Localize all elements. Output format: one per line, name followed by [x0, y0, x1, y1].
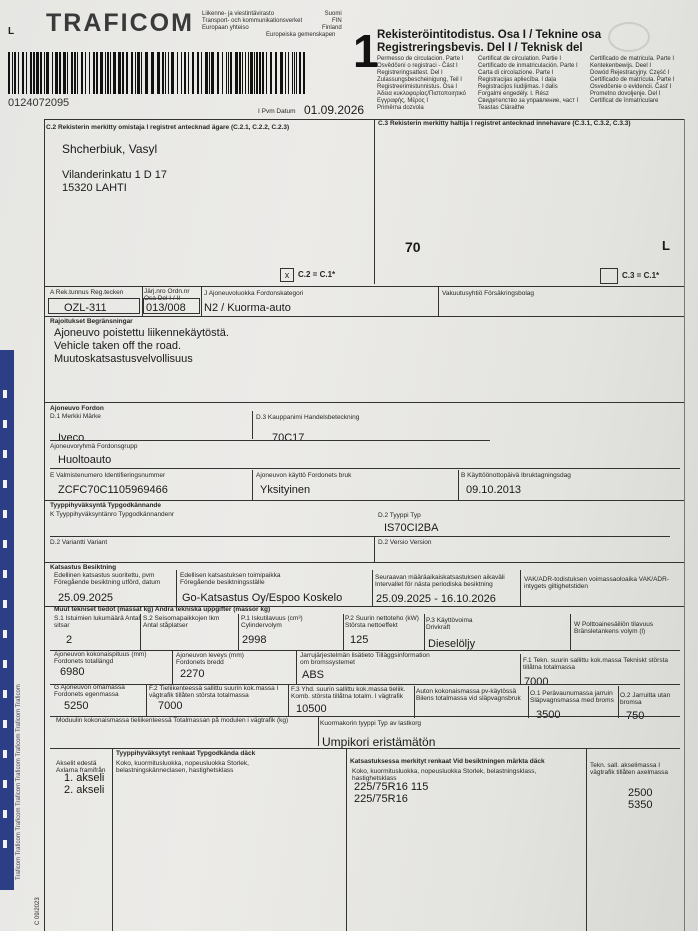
- agency-names: Liikenne- ja viestintävirasto Transport- och kommunikationsverket Europaan yhteiso: [202, 11, 303, 31]
- make-label: D.1 Merkki Märke: [50, 413, 101, 420]
- c2-equals-label: C.2 = C.1*: [298, 270, 336, 279]
- curb-mass-value: 5250: [64, 700, 89, 712]
- certificate-title: Rekisteröintitodistus. Osa I / Teknine osa Registreringsbevis. Del I / Teknisk del: [377, 29, 602, 54]
- last-inspection-label: Edellinen katsastus suoritettu, pvm Föregående besiktning utförd, datum: [54, 572, 161, 586]
- reg-tag-value: OZL-311: [64, 302, 107, 314]
- version-label: D.2 Versio Version: [378, 539, 432, 546]
- restriction-line-1: Ajoneuvo poistettu liikennekäytöstä.: [54, 327, 229, 339]
- inspection-label: Katsastus Besiktning: [50, 564, 117, 571]
- print-date-label: I Pvm Datum: [258, 108, 296, 115]
- translations-col1: Permesso de circulacion. Parte I Osvědčení o registraci - Část I Registreringsattest. Del I Zulassungsbescheinigung, Teil I Registreerimistunnistus. Osa I Άδεια κυκλοφορίας/Πιστοποιητικό Εγγραφής, Μέρος I Priměrna dozvola: [377, 56, 466, 111]
- tyre-1: 225/75R16 115: [354, 781, 429, 793]
- combo-mass-label: F.3 Yhd. suurin sallittu kok.massa tieliik. Komb. största tillåtna totalm. I vägtrafik: [291, 686, 406, 700]
- restrictions-label: Rajoitukset Begränsningar: [50, 318, 133, 325]
- category-value: N2 / Kuorma-auto: [204, 302, 291, 314]
- braked-trailer-label: O.1 Perävaunumassa jarruin Släpvagnsmassa med broms: [530, 690, 614, 704]
- tank-label: W Polttoainesäiliön tilavuus Bränsletankens volym (l): [574, 621, 654, 635]
- c2-equals-checkbox: x: [280, 268, 294, 282]
- next-inspection-value: 25.09.2025 - 16.10.2026: [376, 593, 496, 605]
- c2-label: C.2 Rekisterin merkitty omistaja I registret antecknad ägare (C.2.1, C.2.2, C.2.3): [46, 124, 290, 131]
- axles-label: Akselit edestä Axlarna framifrån: [56, 760, 106, 774]
- vak-label: VAK/ADR-todistuksen voimassaoloaika VAK/ADR-intygets giltighetstiden: [524, 576, 669, 590]
- side-security-text: Traficom Traficom Traficom Traficom Traficom Traficom Traficom Traficom: [16, 684, 22, 880]
- curb-mass-label: G Ajoneuvon omamassa Fordonets egenmassa: [54, 684, 125, 698]
- combo-mass-value: 10500: [296, 703, 327, 715]
- owner-name: Shcherbiuk, Vasyl: [62, 142, 158, 156]
- stamp-letter: L: [662, 238, 670, 253]
- restriction-line-3: Muutoskatsastusvelvollisuus: [54, 353, 193, 365]
- next-inspection-label: Seuraavan määräaikaiskatsastuksen aikaväli Intervallet för nästa periodiska besiktning: [375, 574, 505, 588]
- braked-trailer-value: 3500: [536, 709, 561, 721]
- make-value: Iveco: [58, 432, 85, 444]
- type-approval-label: Tyyppihyväksyntä Typgodkännande: [50, 502, 162, 509]
- length-label: Ajoneuvon kokonaispituus (mm) Fordonets totallängd: [54, 651, 147, 665]
- inspected-tyres-label: Katsastuksessa merkityt renkaat Vid besiktningen märkta däck: [350, 758, 545, 765]
- length-value: 6980: [60, 666, 85, 678]
- seats-value: 2: [66, 634, 73, 646]
- vin-label: E Valmistenumero Identifieringsnummer: [50, 472, 166, 479]
- trade-name-value: 70C17: [272, 432, 305, 444]
- agency-line-eu: Europeiska gemenskapen: [266, 32, 336, 38]
- traficom-logo: TRAFICOM: [46, 9, 194, 37]
- approved-tyres-label: Tyyppihyväksytyt renkaat Typgodkända däck: [116, 750, 256, 757]
- stamp-number: 70: [405, 239, 421, 255]
- axle-mass-1: 2500: [628, 787, 653, 799]
- security-side-strip: [0, 350, 14, 890]
- c3-equals-checkbox: [600, 268, 618, 284]
- document-barcode: [8, 52, 313, 94]
- displacement-value: 2998: [242, 634, 267, 646]
- standing-label: S.2 Seisomapaikkojen lkm Antal ståplatser: [143, 615, 220, 629]
- seats-label: S.1 Istuimien lukumäärä Antal sitsar: [54, 615, 140, 629]
- country-codes: Suomi FIN Finland: [322, 11, 342, 31]
- fuel-value: Dieselöljy: [428, 638, 476, 650]
- stamp-watermark-icon: [608, 22, 650, 52]
- inspected-tyres-sub: Koko, kuormitusluokka, nopeusluokka Storlek, belastningsklass, hastighetsklass: [352, 768, 537, 782]
- type-label: D.2 Tyyppi Typ: [378, 512, 421, 519]
- translations-col2: Certificat de circulation. Partie I Certificado de inmatriculación. Parte I Carta di circolazione. Parte I Registracijas apliecība. I daļa Registracijos liudijimas. I dalis Forgalmi engedély. I. Rész Свидетелство за управление, част I Teastas Cláraithe: [478, 56, 579, 111]
- document-number: 0124072095: [8, 97, 70, 109]
- inspection-place-label: Edellisen katsastuksen toimipaikka Föregående besiktningsställe: [180, 572, 281, 586]
- technical-section-label: Muut tekniset tiedot (massat kg) Andra tekniska uppgifter (massor kg): [54, 606, 271, 613]
- corner-letter: L: [8, 26, 15, 37]
- vin-value: ZCFC70C1105969466: [58, 484, 168, 496]
- max-mass-label: F.1 Tekn. suurin sallittu kok.massa Tekniskt största tillåtna totalmassa: [523, 657, 668, 671]
- first-use-value: 09.10.2013: [466, 484, 522, 496]
- width-label: Ajoneuvon leveys (mm) Fordonets bredd: [176, 652, 244, 666]
- print-date: 01.09.2026: [304, 103, 365, 117]
- ordn-label: Järj.nro Ordn.nr Osa Del I / II: [144, 288, 190, 302]
- module-mass-label: Moduulin kokonaismassa tieliikenteessä Totalmassan på modulen i vägtrafik (kg): [56, 717, 289, 724]
- trade-name-label: D.3 Kauppanimi Handelsbeteckning: [256, 414, 360, 421]
- restriction-line-2: Vehicle taken off the road.: [54, 340, 181, 352]
- group-value: Huoltoauto: [58, 454, 112, 466]
- fuel-label: P.3 Käyttövoima Drivkraft: [426, 617, 473, 631]
- displacement-label: P.1 Iskutilavuus (cm³) Cylindervolym: [241, 615, 303, 629]
- c3-equals-label: C.3 = C.1*: [622, 271, 660, 280]
- ordn-value: 013/008: [146, 302, 186, 314]
- power-value: 125: [350, 634, 369, 646]
- owner-postcode-city: 15320 LAHTI: [62, 182, 127, 194]
- last-inspection-value: 25.09.2025: [58, 592, 114, 604]
- part-number: 1: [353, 25, 379, 77]
- max-mass-value: 7000: [524, 676, 549, 688]
- axle-mass-label: Tekn. sall. akselimassa I vägtrafik tillåten axelmassa: [590, 762, 669, 776]
- translations-col3: Certificado de matricula. Parte I Kentekenbewijs. Deel I Dowód Rejestracyjny. Część I Certificado de matrícula. Parte I Osvedčenie o evidencii. Časť I Prometno dovoljenje. Del I Certificat de înmatriculare: [590, 56, 675, 104]
- axle-1: 1. akseli: [64, 772, 105, 784]
- tyre-2: 225/75R16: [354, 793, 408, 805]
- body-type-label: Kuormakorin tyyppi Typ av lastkorg: [320, 720, 422, 727]
- approval-number-label: K Tyyppihyväksyntänro Typgodkännandenr: [50, 511, 175, 518]
- power-label: P.2 Suurin nettoteho (kW) Största nettoeffekt: [345, 615, 419, 629]
- road-mass-label: F.2 Tieliikenteessä sallittu suurin kok.massa I vägtrafik tillåten största totalmassa: [149, 685, 279, 699]
- insurance-label: Vakuutusyhtiö Försäkringsbolag: [442, 290, 535, 297]
- category-label: J Ajoneuvoluokka Fordonskategori: [204, 290, 304, 297]
- unbraked-trailer-value: 750: [626, 710, 645, 722]
- axle-mass-2: 5350: [628, 799, 653, 811]
- variant-label: D.2 Variantti Variant: [50, 539, 108, 546]
- trailer-use-label: Auton kokonaismassa pv-käytössä Bilens totalmassa vid släpvagnsbruk: [416, 688, 521, 702]
- width-value: 2270: [180, 668, 205, 680]
- brake-value: ABS: [302, 669, 325, 681]
- approved-tyres-sub: Koko, kuormitusluokka, nopeusluokka Storlek, belastningskänneclasen, hastighetsklass: [116, 760, 249, 774]
- unbraked-trailer-label: O.2 Jarruitta utan bromsa: [620, 692, 671, 706]
- form-code: C 09/2023: [35, 897, 41, 925]
- axle-2: 2. akseli: [64, 784, 105, 796]
- reg-tag-label: A Rek.tunnus Reg.tecken: [50, 289, 124, 296]
- use-label: Ajoneuvon käyttö Fordonets bruk: [256, 472, 352, 479]
- c3-label: C.3 Rekisterin merkitty haltija I registret antecknad innehavare (C.3.1, C.3.2, C.3.3): [378, 120, 631, 127]
- use-value: Yksityinen: [260, 484, 311, 496]
- owner-street: Vilanderinkatu 1 D 17: [62, 169, 167, 181]
- brake-label: Jarrujärjestelmän lisätieto Tilläggsinformation om bromssystemet: [300, 652, 430, 666]
- type-value: IS70CI2BA: [384, 522, 439, 534]
- first-use-label: B Käyttöönottopäivä Ibruktagningsdag: [461, 472, 571, 479]
- group-label: Ajoneuvoryhmä Fordonsgrupp: [50, 443, 138, 450]
- road-mass-value: 7000: [158, 700, 183, 712]
- inspection-place-value: Go-Katsastus Oy/Espoo Koskelo: [182, 592, 343, 604]
- body-type-value: Umpikori eristämätön: [322, 735, 436, 749]
- vehicle-section-label: Ajoneuvo Fordon: [50, 405, 104, 412]
